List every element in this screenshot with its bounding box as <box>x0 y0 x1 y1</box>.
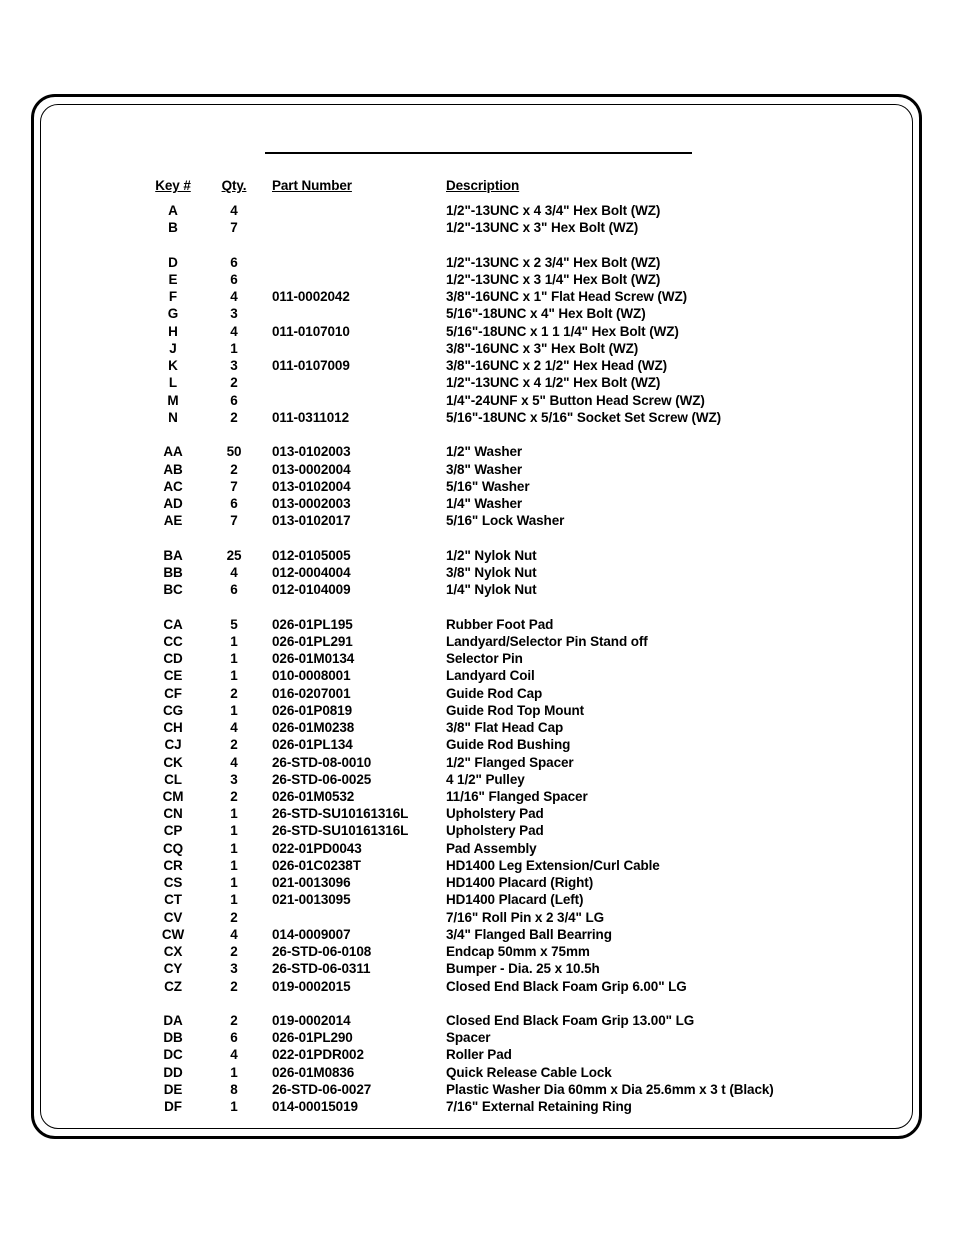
table-row <box>0 771 954 788</box>
description-cell: 5/16"-18UNC x 1 1 1/4" Hex Bolt (WZ) <box>446 323 679 339</box>
table-row <box>0 874 954 891</box>
table-row <box>0 719 954 736</box>
description-cell: 1/2"-13UNC x 2 3/4" Hex Bolt (WZ) <box>446 254 661 270</box>
qty-cell: 4 <box>230 720 238 736</box>
key-cell: AE <box>163 513 183 529</box>
description-cell: Pad Assembly <box>446 840 537 856</box>
part-number-cell: 019-0002014 <box>272 1013 351 1029</box>
table-row <box>0 374 954 391</box>
description-cell: Endcap 50mm x 75mm <box>446 944 590 960</box>
part-number-cell: 26-STD-SU10161316L <box>272 806 409 822</box>
description-cell: HD1400 Placard (Right) <box>446 875 594 891</box>
qty-cell: 2 <box>230 978 238 994</box>
part-number-cell: 011-0002042 <box>272 289 350 305</box>
description-cell: Guide Rod Top Mount <box>446 702 585 718</box>
key-cell: CX <box>163 944 183 960</box>
qty-cell: 1 <box>230 668 238 684</box>
table-row <box>0 960 954 977</box>
part-number-cell: 026-01M0532 <box>272 788 355 804</box>
table-row <box>0 685 954 702</box>
part-number-cell: 021-0013095 <box>272 892 351 908</box>
table-row <box>0 461 954 478</box>
qty-cell: 7 <box>230 513 238 529</box>
part-number-cell: 012-0004004 <box>272 564 351 580</box>
qty-cell: 8 <box>230 1081 238 1097</box>
qty-cell: 4 <box>230 564 238 580</box>
key-cell: DC <box>163 1047 183 1063</box>
part-number-cell: 022-01PDR002 <box>272 1047 364 1063</box>
description-cell: Plastic Washer Dia 60mm x Dia 25.6mm x 3 t (Black) <box>446 1081 774 1097</box>
table-row <box>0 926 954 943</box>
description-cell: 11/16" Flanged Spacer <box>446 788 588 804</box>
part-number-cell: 019-0002015 <box>272 978 351 994</box>
description-cell: Closed End Black Foam Grip 6.00" LG <box>446 978 687 994</box>
description-cell: Guide Rod Bushing <box>446 737 571 753</box>
table-row <box>0 1012 954 1029</box>
key-cell: BB <box>163 564 183 580</box>
group-spacer <box>0 426 954 443</box>
qty-cell: 4 <box>230 323 238 339</box>
qty-cell: 3 <box>230 771 238 787</box>
key-cell: CN <box>163 806 183 822</box>
qty-cell: 6 <box>230 392 238 408</box>
key-cell: F <box>168 289 178 305</box>
key-cell: CW <box>161 926 185 942</box>
key-cell: CE <box>163 668 183 684</box>
table-row <box>0 323 954 340</box>
key-cell: CS <box>163 875 183 891</box>
part-number-cell: 011-0107010 <box>272 323 350 339</box>
part-number-cell: 26-STD-08-0010 <box>272 754 372 770</box>
parts-list-table <box>0 176 954 1115</box>
qty-cell: 7 <box>230 478 238 494</box>
description-cell: 1/4"-24UNF x 5" Button Head Screw (WZ) <box>446 392 705 408</box>
table-row <box>0 443 954 460</box>
qty-cell: 1 <box>230 892 238 908</box>
part-number-cell: 013-0102017 <box>272 513 351 529</box>
qty-cell: 2 <box>230 685 238 701</box>
header-key: Key # <box>155 178 191 193</box>
table-row <box>0 943 954 960</box>
description-cell: 5/16"-18UNC x 5/16" Socket Set Screw (WZ) <box>446 409 722 425</box>
qty-cell: 1 <box>230 875 238 891</box>
table-row <box>0 909 954 926</box>
description-cell: 1/2" Flanged Spacer <box>446 754 574 770</box>
qty-cell: 4 <box>230 289 238 305</box>
table-row <box>0 805 954 822</box>
key-cell: CF <box>164 685 182 701</box>
part-number-cell: 026-01PL134 <box>272 737 353 753</box>
part-number-cell: 026-01P0819 <box>272 702 352 718</box>
description-cell: Roller Pad <box>446 1047 512 1063</box>
part-number-cell: 26-STD-06-0027 <box>272 1081 372 1097</box>
part-number-cell: 026-01PL291 <box>272 633 353 649</box>
qty-cell: 1 <box>230 857 238 873</box>
qty-cell: 2 <box>230 737 238 753</box>
key-cell: CZ <box>164 978 182 994</box>
header-qty: Qty. <box>221 178 247 193</box>
qty-cell: 3 <box>230 306 238 322</box>
table-row <box>0 736 954 753</box>
part-number-cell: 026-01M0134 <box>272 651 355 667</box>
description-cell: 1/2"-13UNC x 4 3/4" Hex Bolt (WZ) <box>446 203 661 218</box>
description-cell: Selector Pin <box>446 651 523 667</box>
key-cell: CT <box>164 892 182 908</box>
description-cell: 4 1/2" Pulley <box>446 771 525 787</box>
table-row <box>0 822 954 839</box>
part-number-cell: 014-0009007 <box>272 926 351 942</box>
table-row <box>0 754 954 771</box>
table-body <box>0 202 954 1115</box>
key-cell: DB <box>163 1030 183 1046</box>
part-number-cell: 026-01PL195 <box>272 616 353 632</box>
part-number-cell: 026-01M0836 <box>272 1064 355 1080</box>
description-cell: 3/8" Washer <box>446 461 523 477</box>
description-cell: 7/16" Roll Pin x 2 3/4" LG <box>446 909 605 925</box>
header-description: Description <box>446 178 520 193</box>
qty-cell: 4 <box>230 203 238 218</box>
description-cell: Upholstery Pad <box>446 823 544 839</box>
key-cell: J <box>169 340 177 356</box>
description-cell: 5/16" Washer <box>446 478 530 494</box>
qty-cell: 6 <box>230 582 238 598</box>
qty-cell: 2 <box>230 909 238 925</box>
key-cell: CP <box>163 823 183 839</box>
qty-cell: 25 <box>226 547 242 563</box>
qty-cell: 4 <box>230 926 238 942</box>
qty-cell: 2 <box>230 944 238 960</box>
key-cell: CY <box>163 961 183 977</box>
key-cell: K <box>168 358 178 374</box>
table-row <box>0 840 954 857</box>
key-cell: DE <box>163 1081 183 1097</box>
group-spacer <box>0 995 954 1012</box>
description-cell: Bumper - Dia. 25 x 10.5h <box>446 961 600 977</box>
qty-cell: 2 <box>230 1013 238 1029</box>
table-row <box>0 1081 954 1098</box>
part-number-cell: 010-0008001 <box>272 668 351 684</box>
description-cell: HD1400 Placard (Left) <box>446 892 584 908</box>
table-header-row <box>0 176 954 202</box>
qty-cell: 6 <box>230 254 238 270</box>
part-number-cell: 026-01C0238T <box>272 857 361 873</box>
part-number-cell: 014-00015019 <box>272 1099 358 1115</box>
qty-cell: 6 <box>230 1030 238 1046</box>
description-cell: 1/2"-13UNC x 3 1/4" Hex Bolt (WZ) <box>446 271 661 287</box>
table-row <box>0 650 954 667</box>
description-cell: 3/8"-16UNC x 1" Flat Head Screw (WZ) <box>446 289 688 305</box>
table-row <box>0 392 954 409</box>
table-row <box>0 857 954 874</box>
table-row <box>0 667 954 684</box>
description-cell: Guide Rod Cap <box>446 685 543 701</box>
key-cell: E <box>168 271 178 287</box>
table-row <box>0 271 954 288</box>
description-cell: Landyard Coil <box>446 668 535 684</box>
key-cell: DF <box>164 1099 182 1115</box>
qty-cell: 2 <box>230 788 238 804</box>
description-cell: HD1400 Leg Extension/Curl Cable <box>446 857 660 873</box>
table-row <box>0 288 954 305</box>
qty-cell: 3 <box>230 961 238 977</box>
table-row <box>0 1098 954 1115</box>
table-row <box>0 305 954 322</box>
key-cell: BA <box>163 547 183 563</box>
table-row <box>0 547 954 564</box>
table-row <box>0 702 954 719</box>
group-spacer <box>0 236 954 253</box>
qty-cell: 2 <box>230 375 238 391</box>
description-cell: 7/16" External Retaining Ring <box>446 1099 632 1115</box>
description-cell: 1/2"-13UNC x 4 1/2" Hex Bolt (WZ) <box>446 375 661 391</box>
description-cell: 3/8" Nylok Nut <box>446 564 537 580</box>
group-spacer <box>0 598 954 615</box>
table-row <box>0 581 954 598</box>
key-cell: N <box>168 409 178 425</box>
part-number-cell: 012-0105005 <box>272 547 351 563</box>
header-part-number: Part Number <box>272 178 352 193</box>
key-cell: CV <box>163 909 183 925</box>
table-row <box>0 1046 954 1063</box>
description-cell: 1/2"-13UNC x 3" Hex Bolt (WZ) <box>446 220 639 236</box>
qty-cell: 2 <box>230 461 238 477</box>
key-cell: AC <box>163 478 183 494</box>
description-cell: Closed End Black Foam Grip 13.00" LG <box>446 1013 695 1029</box>
description-cell: 1/4" Nylok Nut <box>446 582 537 598</box>
table-row <box>0 357 954 374</box>
qty-cell: 5 <box>230 616 238 632</box>
qty-cell: 7 <box>230 220 238 236</box>
qty-cell: 2 <box>230 409 238 425</box>
description-cell: 3/8"-16UNC x 3" Hex Bolt (WZ) <box>446 340 639 356</box>
description-cell: Rubber Foot Pad <box>446 616 554 632</box>
part-number-cell: 026-01M0238 <box>272 720 355 736</box>
qty-cell: 1 <box>230 340 238 356</box>
qty-cell: 1 <box>230 1099 238 1115</box>
key-cell: BC <box>163 582 183 598</box>
key-cell: CA <box>163 616 183 632</box>
table-row <box>0 512 954 529</box>
description-cell: 5/16"-18UNC x 4" Hex Bolt (WZ) <box>446 306 646 322</box>
table-row <box>0 202 954 219</box>
description-cell: Upholstery Pad <box>446 806 544 822</box>
table-row <box>0 616 954 633</box>
key-cell: DD <box>163 1064 183 1080</box>
qty-cell: 1 <box>230 806 238 822</box>
table-row <box>0 564 954 581</box>
table-row <box>0 495 954 512</box>
key-cell: AB <box>163 461 183 477</box>
part-number-cell: 013-0002004 <box>272 461 351 477</box>
part-number-cell: 013-0102004 <box>272 478 351 494</box>
table-row <box>0 978 954 995</box>
key-cell: CD <box>163 651 183 667</box>
key-cell: CL <box>164 771 182 787</box>
key-cell: CK <box>163 754 183 770</box>
table-row <box>0 409 954 426</box>
description-cell: Quick Release Cable Lock <box>446 1064 612 1080</box>
key-cell: CR <box>163 857 183 873</box>
qty-cell: 1 <box>230 1064 238 1080</box>
part-number-cell: 022-01PD0043 <box>272 840 362 856</box>
key-cell: CJ <box>164 737 182 753</box>
key-cell: CH <box>163 720 183 736</box>
key-cell: CM <box>162 788 184 804</box>
description-cell: Landyard/Selector Pin Stand off <box>446 633 648 649</box>
table-row <box>0 1064 954 1081</box>
key-cell: CC <box>163 633 183 649</box>
key-cell: L <box>168 375 178 391</box>
part-number-cell: 013-0102003 <box>272 444 351 460</box>
part-number-cell: 26-STD-06-0108 <box>272 944 372 960</box>
qty-cell: 1 <box>230 840 238 856</box>
description-cell: 5/16" Lock Washer <box>446 513 565 529</box>
qty-cell: 1 <box>230 702 238 718</box>
table-row <box>0 891 954 908</box>
table-row <box>0 788 954 805</box>
qty-cell: 6 <box>230 495 238 511</box>
table-row <box>0 340 954 357</box>
qty-cell: 4 <box>230 754 238 770</box>
part-number-cell: 026-01PL290 <box>272 1030 353 1046</box>
table-row <box>0 633 954 650</box>
table-row <box>0 254 954 271</box>
description-cell: 3/8"-16UNC x 2 1/2" Hex Head (WZ) <box>446 358 668 374</box>
qty-cell: 50 <box>226 444 242 460</box>
part-number-cell: 26-STD-06-0311 <box>272 961 371 977</box>
qty-cell: 6 <box>230 271 238 287</box>
part-number-cell: 011-0107009 <box>272 358 350 374</box>
key-cell: A <box>168 203 178 218</box>
description-cell: 1/4" Washer <box>446 495 523 511</box>
group-spacer <box>0 529 954 546</box>
key-cell: CG <box>162 702 184 718</box>
qty-cell: 3 <box>230 358 238 374</box>
key-cell: CQ <box>162 840 184 856</box>
description-cell: 1/2" Washer <box>446 444 523 460</box>
table-row <box>0 478 954 495</box>
table-row <box>0 1029 954 1046</box>
title-underline <box>265 152 692 154</box>
qty-cell: 1 <box>230 651 238 667</box>
part-number-cell: 021-0013096 <box>272 875 351 891</box>
qty-cell: 1 <box>230 633 238 649</box>
qty-cell: 1 <box>230 823 238 839</box>
key-cell: M <box>167 392 179 408</box>
description-cell: 1/2" Nylok Nut <box>446 547 537 563</box>
key-cell: G <box>167 306 179 322</box>
description-cell: Spacer <box>446 1030 491 1046</box>
part-number-cell: 011-0311012 <box>272 409 349 425</box>
qty-cell: 4 <box>230 1047 238 1063</box>
part-number-cell: 013-0002003 <box>272 495 351 511</box>
part-number-cell: 26-STD-SU10161316L <box>272 823 409 839</box>
part-number-cell: 26-STD-06-0025 <box>272 771 372 787</box>
description-cell: 3/8" Flat Head Cap <box>446 720 564 736</box>
part-number-cell: 012-0104009 <box>272 582 351 598</box>
key-cell: D <box>168 254 178 270</box>
key-cell: B <box>168 220 178 236</box>
table-row <box>0 219 954 236</box>
key-cell: AD <box>163 495 183 511</box>
part-number-cell: 016-0207001 <box>272 685 351 701</box>
key-cell: H <box>168 323 178 339</box>
key-cell: DA <box>163 1013 183 1029</box>
key-cell: AA <box>163 444 183 460</box>
description-cell: 3/4" Flanged Ball Bearring <box>446 926 612 942</box>
